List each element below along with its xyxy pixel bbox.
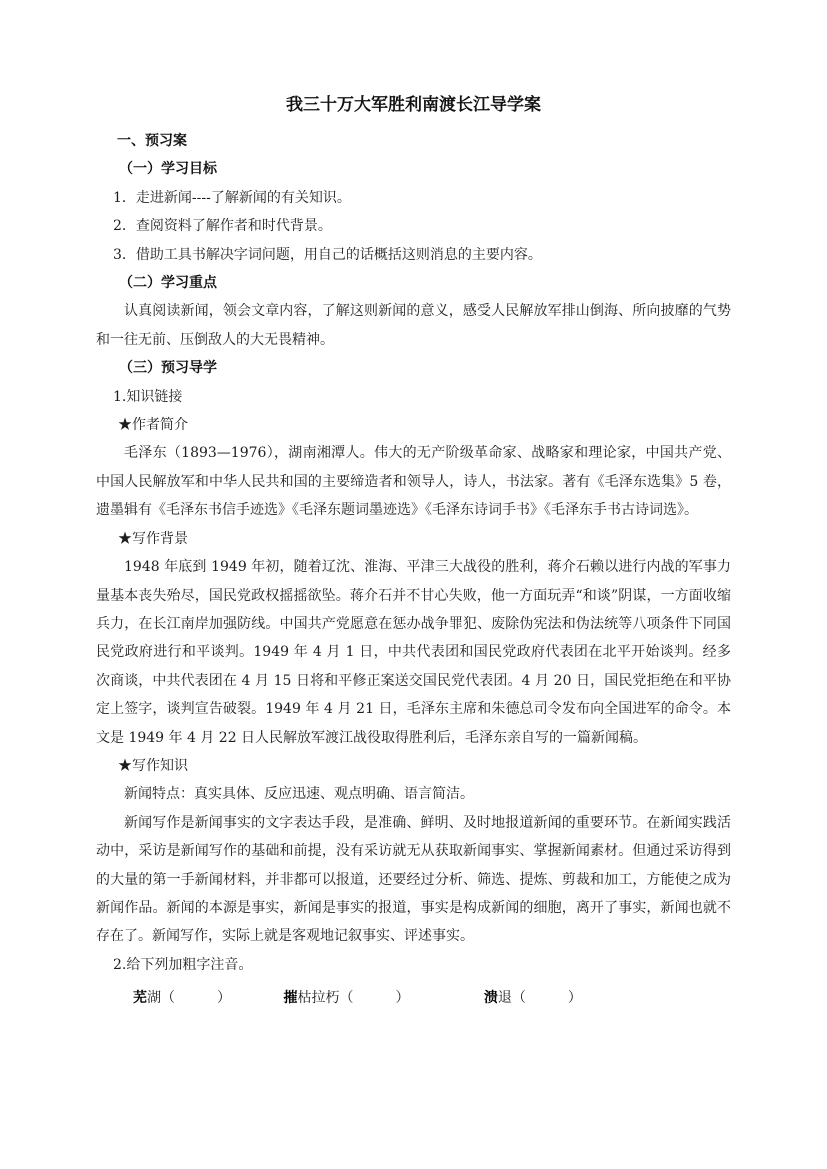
pinyin-item-kui [484, 984, 582, 1012]
goal-item-3: 3．借助工具书解决字词问题，用自己的话概括这则消息的主要内容。 [113, 246, 542, 263]
author-intro-heading: ★作者简介 [118, 417, 188, 434]
writing-knowledge-heading: ★写作知识 [118, 757, 188, 774]
pinyin-exercise-prompt: 2.给下列加粗字注音。 [113, 956, 253, 973]
bold-char-cui: 摧 [283, 990, 298, 1007]
pinyin-rest-kui: 退（ ） [497, 990, 582, 1007]
key-points-paragraph: 认真阅读新闻，领会文章内容，了解这则新闻的意义，感受人民解放军排山倒海、所向披靡的气势和一往无前、压倒敌人的大无畏精神。 [96, 303, 731, 348]
news-writing-paragraph: 新闻写作是新闻事实的文字表达手段，是准确、鲜明、及时地报道新闻的重要环节。在新闻实践活动中，采访是新闻写作的基础和前提，没有采访就无从获取新闻事实、掌握新闻素材。但通过采访得到的大量的第一手新闻材料，并非都可以报道，还要经过分析、筛选、提炼、剪裁和加工，方能使之成为新闻作品。新闻的本源是事实，新闻是事实的报道，事实是构成新闻的细胞，离开了事实，新闻也就不存在了。新闻写作，实际上就是客观地记叙事实、评述事实。 [96, 814, 731, 945]
pinyin-exercise-row [133, 984, 731, 1012]
document-title: 我三十万大军胜利南渡长江导学案 [286, 95, 541, 115]
writing-background-heading: ★写作背景 [118, 530, 188, 547]
author-intro-paragraph: 毛泽东（1893—1976），湖南湘潭人。伟大的无产阶级革命家、战略家和理论家，中国共产党、中国人民解放军和中华人民共和国的主要缔造者和领导人，诗人，书法家。著有《毛泽东选集》5 卷，遗墨辑有《毛泽东书信手迹选》《毛泽东题词墨迹选》《毛泽东诗词手书》《毛泽东手书古诗词选》。 [96, 445, 731, 519]
bold-char-kui: 溃 [483, 990, 498, 1007]
pinyin-rest-wu: 湖（ ） [147, 990, 231, 1007]
goal-item-2: 2．查阅资料了解作者和时代背景。 [113, 218, 332, 235]
subsection-heading-goals: （一）学习目标 [119, 161, 217, 178]
bold-char-wu: 芜 [133, 990, 147, 1007]
pinyin-item-wu [133, 984, 231, 1012]
subsection-heading-guided-study: （三）预习导学 [119, 360, 217, 377]
pinyin-rest-cui: 枯拉朽（ ） [297, 990, 410, 1007]
pinyin-item-cui [283, 984, 409, 1012]
news-features-paragraph: 新闻特点：真实具体、反应迅速、观点明确、语言简洁。 [124, 786, 474, 803]
section-heading-preview-case: 一、预习案 [117, 133, 187, 149]
knowledge-link-item: 1.知识链接 [113, 388, 183, 405]
subsection-heading-key-points: （二）学习重点 [119, 275, 217, 292]
writing-background-paragraph: 1948 年底到 1949 年初，随着辽沈、淮海、平津三大战役的胜利，蒋介石赖以进行内战的军事力量基本丧失殆尽，国民党政权摇摇欲坠。蒋介石并不甘心失败，他一方面玩弄“和谈”阴谋，一方面收缩兵力，在长江南岸加强防线。中国共产党愿意在惩办战争罪犯、废除伪宪法和伪法统等八项条件下同国民党政府进行和平谈判。1949 年 4 月 1 日，中共代表团和国民党政府代表团在北平开始谈判。经多次商谈，中共代表团在 4 月 15 日将和平修正案送交国民党代表团。4 月 20 日，国民党拒绝在和平协定上签字，谈判宣告破裂。1949 年 4 月 21 日，毛泽东主席和朱德总司令发布向全国进军的命令。本文是 1949 年 4 月 22 日人民解放军渡江战役取得胜利后，毛泽东亲自写的一篇新闻稿。 [96, 559, 731, 746]
goal-item-1: 1．走进新闻----了解新闻的有关知识。 [113, 189, 351, 206]
